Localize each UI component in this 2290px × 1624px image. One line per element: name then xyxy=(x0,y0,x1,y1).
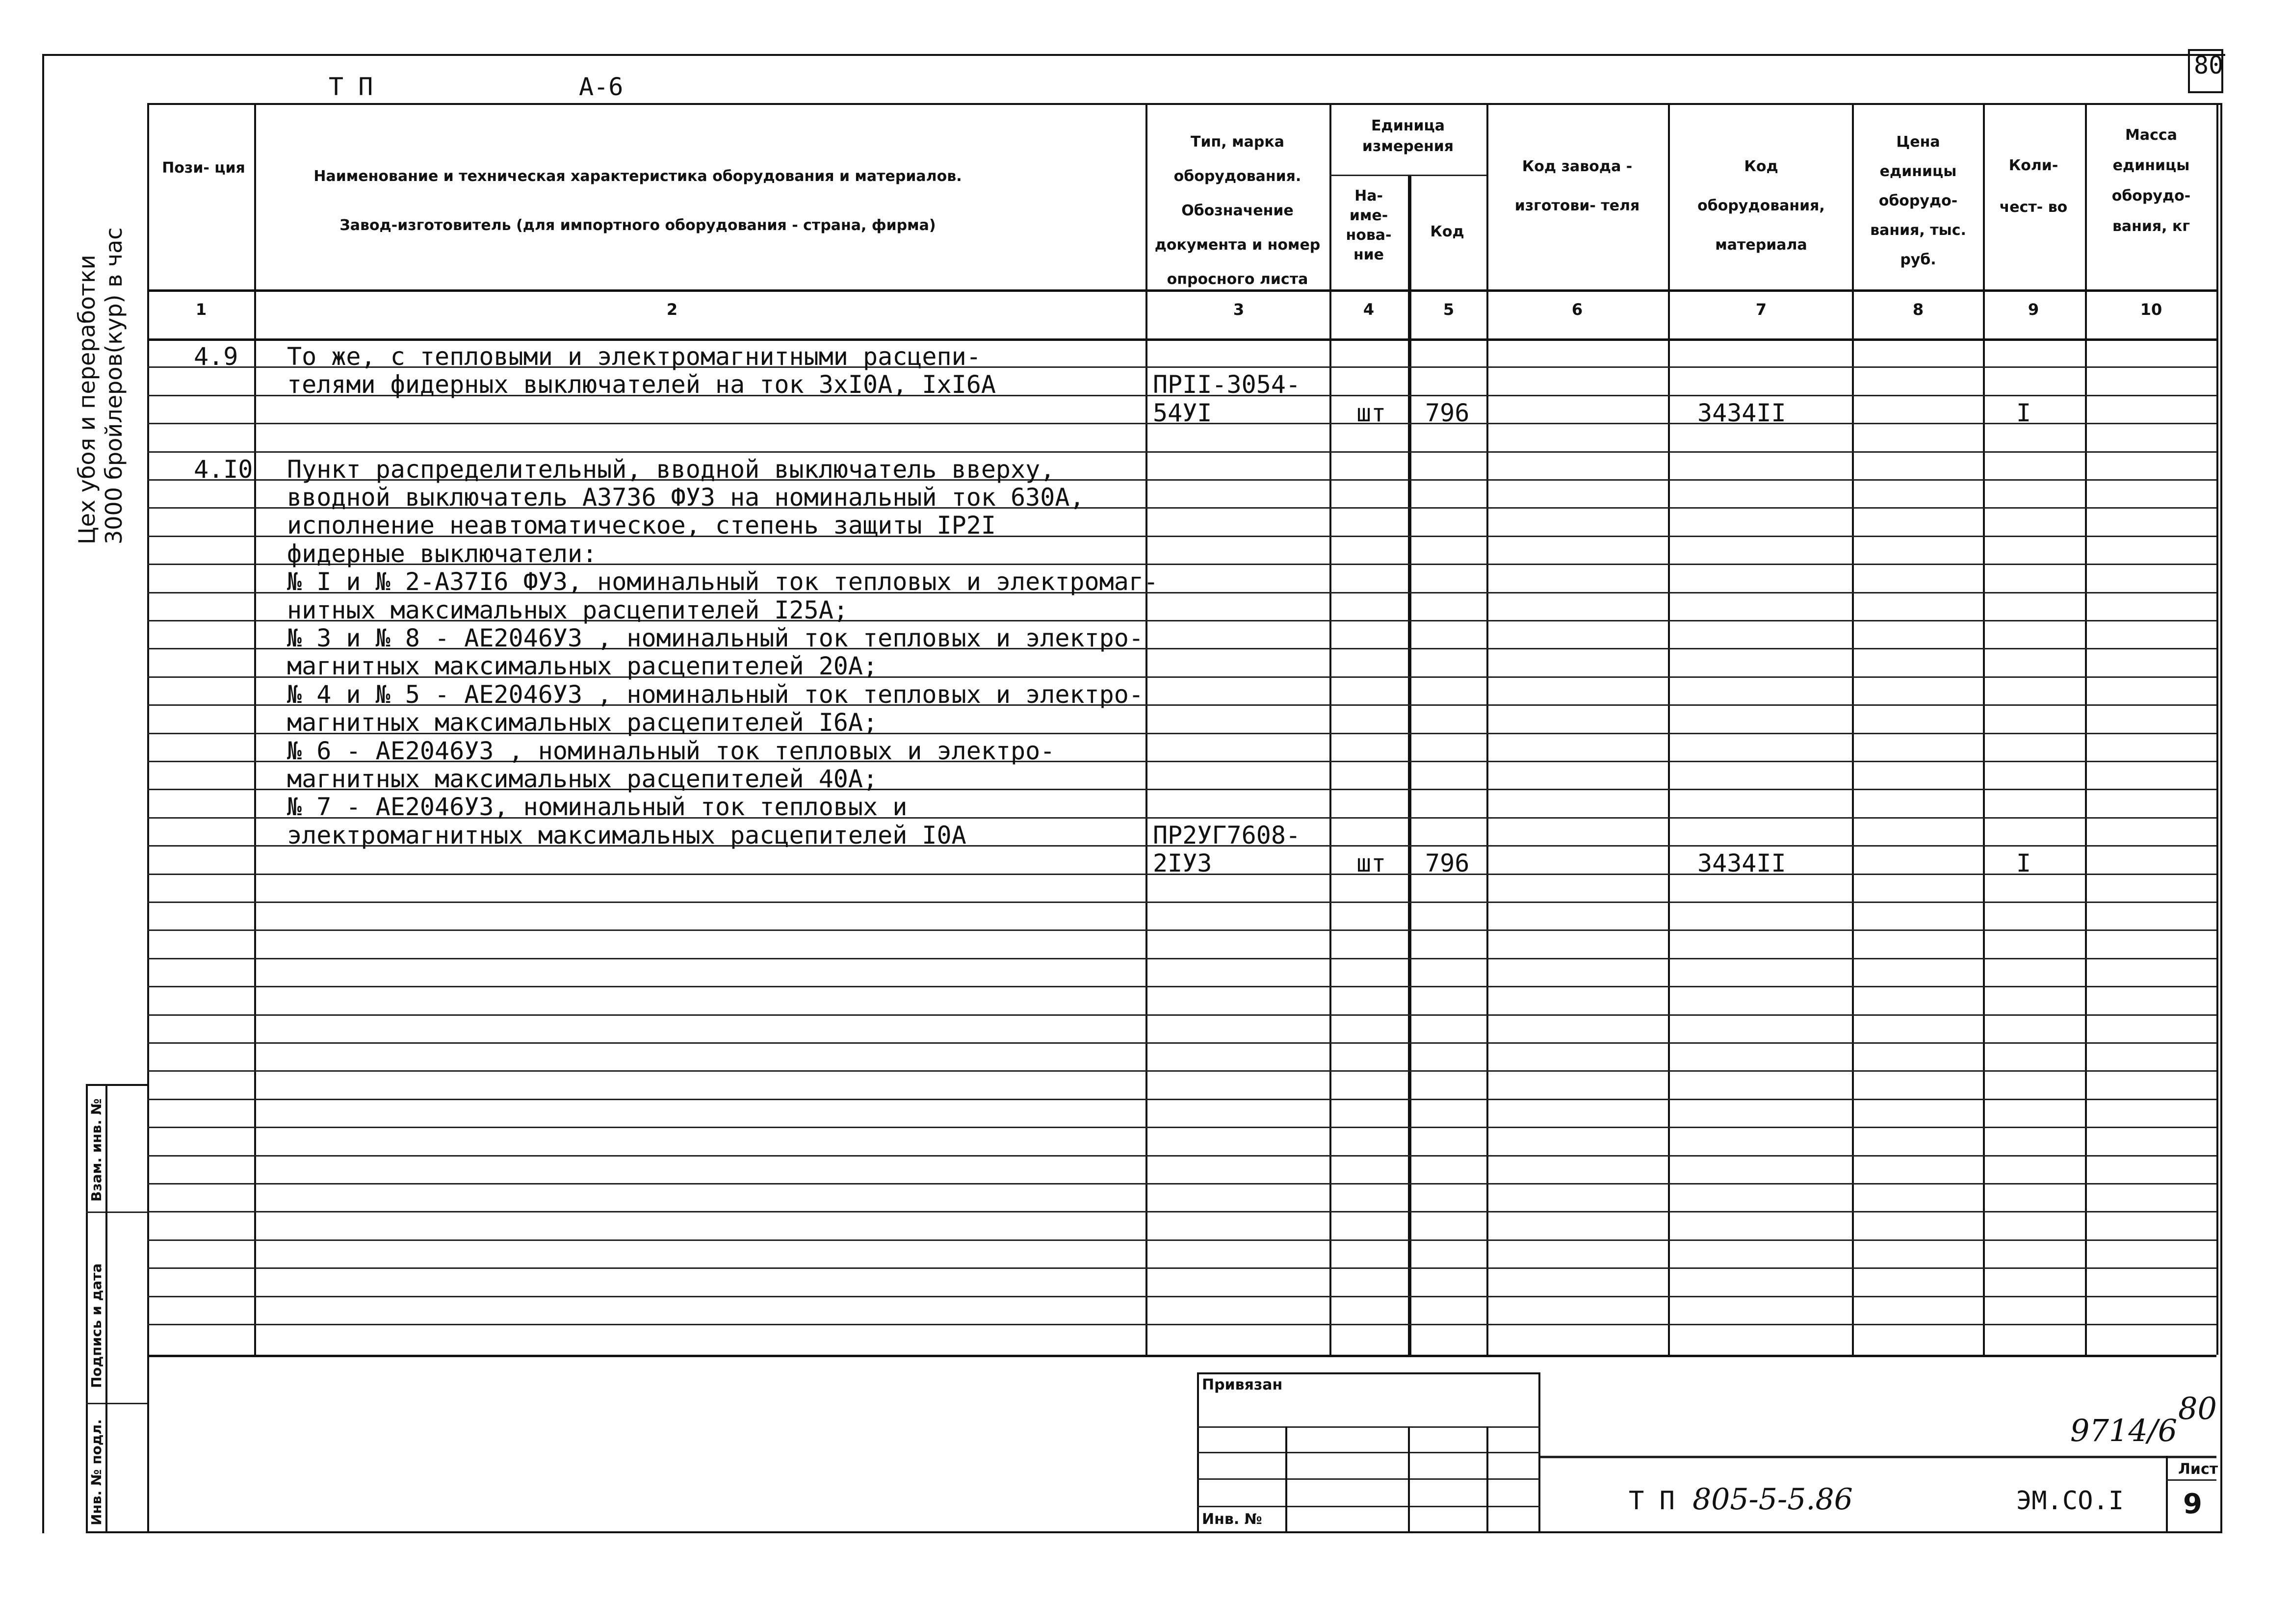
side-title-line1: Цех убоя и переработки xyxy=(74,255,100,544)
row-line xyxy=(147,1042,2216,1044)
sheet-box-line xyxy=(2166,1479,2216,1481)
side-stamp-divider xyxy=(86,1212,147,1213)
row-unit: шт xyxy=(1356,399,1386,427)
row-line xyxy=(147,1099,2216,1100)
col-header-5: Код xyxy=(1430,223,1464,240)
col-header-2: Наименование и техническая характеристика оборудования и материалов. Завод-изготовитель (для импортного оборудования - страна, фирма) xyxy=(313,168,962,234)
privyazan-vline xyxy=(1486,1426,1488,1533)
row-name: Пункт распределительный, вводной выключатель вверху, xyxy=(287,455,1055,484)
tp-label: Т П xyxy=(329,73,373,101)
col-number-5: 5 xyxy=(1443,300,1455,319)
row-type: ПР2УГ7608- xyxy=(1153,821,1301,850)
row-line xyxy=(147,1267,2216,1269)
row-unit-code: 796 xyxy=(1425,399,1470,427)
title-block-top xyxy=(147,1355,2216,1357)
row-line xyxy=(147,1296,2216,1297)
col-line xyxy=(2216,103,2218,1355)
row-name: № 6 - АЕ2046УЗ , номинальный ток тепловых и электро- xyxy=(287,737,1055,765)
privyazan-label: Привязан xyxy=(1202,1376,1283,1393)
col-header-10: Масса единицы оборудо- вания, кг xyxy=(2111,127,2191,235)
row-name: № 7 - АЕ2046УЗ, номинальный ток тепловых и xyxy=(287,793,908,821)
row-name: фидерные выключатели: xyxy=(287,540,598,568)
row-line xyxy=(147,1211,2216,1212)
row-name: № 4 и № 5 - АЕ2046УЗ , номинальный ток тепловых и электро- xyxy=(287,680,1144,709)
row-line xyxy=(147,986,2216,987)
row-qty: I xyxy=(2016,849,2031,877)
handwritten-number: 9714/6 xyxy=(2070,1413,2178,1448)
col-number-4: 4 xyxy=(1363,300,1375,319)
row-name: магнитных максимальных расцепителей 20А; xyxy=(287,652,878,680)
inv-no-label: Инв. № xyxy=(1202,1511,1262,1528)
row-line xyxy=(147,902,2216,903)
handwritten-sheet-top: 80 xyxy=(2178,1391,2217,1426)
row-line xyxy=(147,1155,2216,1157)
row-line xyxy=(147,451,2216,453)
colnum-bottom-line xyxy=(147,338,2216,341)
col-line xyxy=(1408,175,1411,1355)
row-line xyxy=(147,958,2216,959)
side-stamp-vzam: Взам. инв. № xyxy=(88,1098,104,1202)
row-line xyxy=(147,1324,2216,1325)
row-name: № 3 и № 8 - АЕ2046УЗ , номинальный ток тепловых и электро- xyxy=(287,624,1144,652)
sheet-label: Лист xyxy=(2178,1461,2218,1478)
doc-code-top-line xyxy=(1540,1456,2216,1458)
row-name: То же, с тепловыми и электромагнитными расцепи- xyxy=(287,342,981,371)
row-name: вводной выключатель А3736 ФУЗ на номинальный ток 630А, xyxy=(287,483,1085,512)
col-number-9: 9 xyxy=(2028,300,2039,319)
privyazan-vline xyxy=(1285,1426,1287,1533)
side-stamp-vline xyxy=(105,1084,107,1533)
row-position: 4.9 xyxy=(194,342,238,371)
privyazan-line xyxy=(1197,1478,1540,1480)
row-line xyxy=(147,1070,2216,1072)
row-line xyxy=(147,1239,2216,1241)
row-qty: I xyxy=(2016,399,2031,427)
doc-code: 805-5-5.86 xyxy=(1692,1482,1853,1517)
side-stamp-podpis: Подпись и дата xyxy=(88,1263,104,1388)
row-type: 2IУЗ xyxy=(1153,849,1212,877)
row-name: телями фидерных выключателей на ток 3хI0А, IхI6А xyxy=(287,370,996,399)
row-type: 54УI xyxy=(1153,399,1212,427)
row-name: исполнение неавтоматическое, степень защиты IР2I xyxy=(287,511,996,540)
row-position: 4.I0 xyxy=(194,455,253,484)
designation: ЭМ.СО.I xyxy=(2016,1486,2124,1516)
col-number-8: 8 xyxy=(1912,300,1924,319)
col-header-9: Коли- чест- во xyxy=(1999,157,2068,216)
sheet-number: 9 xyxy=(2183,1488,2202,1520)
col-number-10: 10 xyxy=(2140,300,2162,319)
row-equip-code: 3434II xyxy=(1697,849,1786,877)
row-equip-code: 3434II xyxy=(1697,399,1786,427)
privyazan-vline xyxy=(1408,1426,1410,1533)
row-name: электромагнитных максимальных расцепителей I0А xyxy=(287,821,966,850)
privyazan-line xyxy=(1197,1506,1540,1507)
col-number-2: 2 xyxy=(666,300,678,319)
side-stamp-inv-podl: Инв. № подл. xyxy=(88,1419,104,1525)
col-header-1: Пози- ция xyxy=(162,159,245,177)
col-header-7: Код оборудования, материала xyxy=(1697,158,1825,254)
doc-code-prefix: Т П xyxy=(1629,1486,1675,1516)
row-name: магнитных максимальных расцепителей I6А; xyxy=(287,708,878,737)
row-line xyxy=(147,929,2216,931)
row-name: нитных максимальных расцепителей I25А; xyxy=(287,596,848,624)
row-line xyxy=(147,1127,2216,1128)
privyazan-line xyxy=(1197,1426,1540,1428)
col-number-1: 1 xyxy=(195,300,207,319)
sheet-box-line xyxy=(2166,1456,2168,1533)
row-line xyxy=(147,1014,2216,1016)
col-header-6: Код завода - изготови- теля xyxy=(1514,158,1640,214)
row-unit: шт xyxy=(1356,849,1386,877)
row-type: ПРII-3054- xyxy=(1153,370,1301,399)
unit-group-line xyxy=(1329,175,1486,176)
corner-number-text: 80 xyxy=(2194,51,2224,79)
privyazan-line xyxy=(1197,1452,1540,1453)
col-number-6: 6 xyxy=(1571,300,1583,319)
col-header-3: Тип, марка оборудования. Обозначение документа и номер опросного листа xyxy=(1154,133,1321,288)
album-label: А-6 xyxy=(579,73,624,101)
row-name: магнитных максимальных расцепителей 40А; xyxy=(287,765,878,793)
col-header-4: На- име- нова- ние xyxy=(1346,187,1392,263)
unit-group-header: Единица измерения xyxy=(1362,117,1454,155)
col-number-7: 7 xyxy=(1755,300,1767,319)
side-stamp-divider xyxy=(86,1403,147,1404)
row-line xyxy=(147,1183,2216,1185)
side-title-line2: 3000 бройлеров(кур) в час xyxy=(101,227,127,544)
row-unit-code: 796 xyxy=(1425,849,1470,877)
col-number-3: 3 xyxy=(1233,300,1245,319)
row-name: № I и № 2-А37I6 ФУЗ, номинальный ток тепловых и электромаг- xyxy=(287,567,1159,596)
col-header-8: Цена единицы оборудо- вания, тыс. руб. xyxy=(1870,133,1966,268)
